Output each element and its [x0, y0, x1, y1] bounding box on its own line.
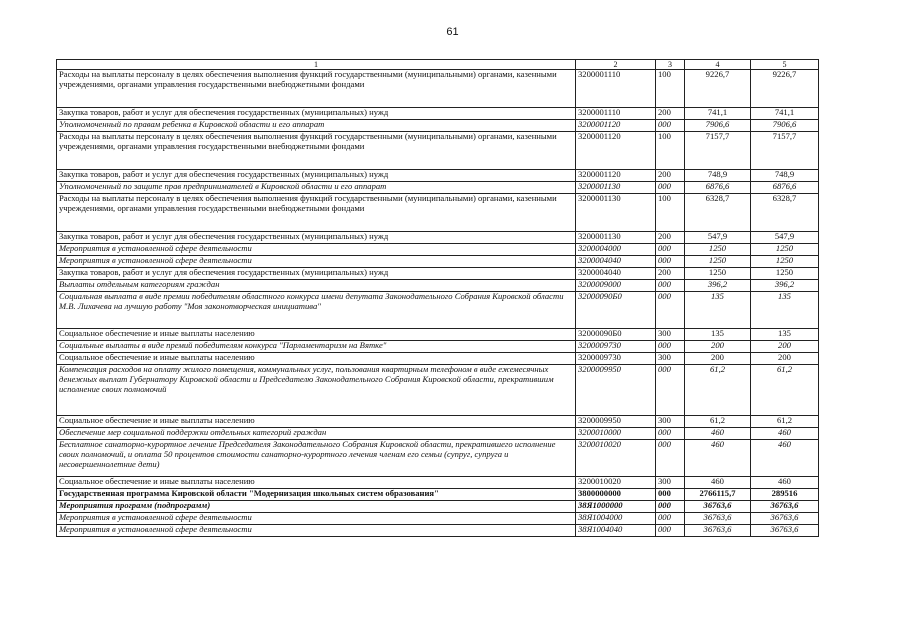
- table-row: [57, 329, 819, 341]
- row-name-cell: Компенсация расходов на оплату жилого помещения, коммунальных услуг, пользования квартирным телефоном в виде ежемесячных денежных выплат Губернатору Кировской области и Председателю Законодательного Собрания Кировской области, прекратившим исполнение своих полномочий: [57, 365, 576, 416]
- row-type-cell: 000: [656, 501, 685, 513]
- row-type-cell: 200: [656, 170, 685, 182]
- row-value5-cell: 36763,6: [751, 501, 819, 513]
- row-name-cell: Социальное обеспечение и иные выплаты населению: [57, 353, 576, 365]
- row-value4-cell: 396,2: [685, 280, 751, 292]
- row-value4-cell: 36763,6: [685, 501, 751, 513]
- row-name-cell: Закупка товаров, работ и услуг для обеспечения государственных (муниципальных) нужд: [57, 108, 576, 120]
- header-cell-type: 3: [656, 60, 685, 70]
- row-value5-cell: 135: [751, 292, 819, 329]
- row-name-cell: Уполномоченный по правам ребенка в Кировской области и его аппарат: [57, 120, 576, 132]
- table-row: [57, 440, 819, 477]
- row-name-cell: Бесплатное санаторно-курортное лечение Председателя Законодательного Собрания Кировской области, прекратившего исполнение своих полномочий, и оплата 50 процентов стоимости санаторно-курортного лечения членам его семьи (супруг, супруга и несовершеннолетние дети): [57, 440, 576, 477]
- row-code-cell: 3200010020: [576, 440, 656, 477]
- row-type-cell: 000: [656, 280, 685, 292]
- row-type-cell: 300: [656, 353, 685, 365]
- row-value5-cell: 36763,6: [751, 513, 819, 525]
- row-name-cell: Расходы на выплаты персоналу в целях обеспечения выполнения функций государственными (муниципальными) органами, казенными учреждениями, органами управления государственными внебюджетными фондами: [57, 194, 576, 232]
- row-code-cell: 3200001120: [576, 132, 656, 170]
- row-value4-cell: 1250: [685, 268, 751, 280]
- row-value4-cell: 1250: [685, 244, 751, 256]
- row-code-cell: 3200001120: [576, 120, 656, 132]
- row-type-cell: 000: [656, 120, 685, 132]
- row-name-cell: Мероприятия в установленной сфере деятельности: [57, 525, 576, 537]
- row-value5-cell: 200: [751, 353, 819, 365]
- row-name-cell: Закупка товаров, работ и услуг для обеспечения государственных (муниципальных) нужд: [57, 170, 576, 182]
- row-code-cell: 3200001130: [576, 194, 656, 232]
- row-value4-cell: 6876,6: [685, 182, 751, 194]
- row-name-cell: Мероприятия в установленной сфере деятельности: [57, 513, 576, 525]
- row-value4-cell: 200: [685, 353, 751, 365]
- row-name-cell: Мероприятия программ (подпрограмм): [57, 501, 576, 513]
- header-cell-v4: 4: [685, 60, 751, 70]
- table-row: [57, 513, 819, 525]
- row-code-cell: 3800000000: [576, 489, 656, 501]
- row-value4-cell: 135: [685, 329, 751, 341]
- row-type-cell: 200: [656, 108, 685, 120]
- table-row: [57, 268, 819, 280]
- row-value5-cell: 135: [751, 329, 819, 341]
- row-value4-cell: 61,2: [685, 365, 751, 416]
- row-code-cell: 3200009950: [576, 365, 656, 416]
- row-value5-cell: 7157,7: [751, 132, 819, 170]
- row-type-cell: 000: [656, 256, 685, 268]
- row-value5-cell: 748,9: [751, 170, 819, 182]
- row-code-cell: 3200009730: [576, 341, 656, 353]
- row-type-cell: 000: [656, 341, 685, 353]
- table-row: [57, 232, 819, 244]
- row-value5-cell: 36763,6: [751, 525, 819, 537]
- row-value4-cell: 9226,7: [685, 70, 751, 108]
- row-value5-cell: 61,2: [751, 416, 819, 428]
- row-value5-cell: 6876,6: [751, 182, 819, 194]
- row-value5-cell: 460: [751, 440, 819, 477]
- row-code-cell: 3200001130: [576, 232, 656, 244]
- row-name-cell: Закупка товаров, работ и услуг для обеспечения государственных (муниципальных) нужд: [57, 268, 576, 280]
- row-value4-cell: 36763,6: [685, 525, 751, 537]
- row-value4-cell: 741,1: [685, 108, 751, 120]
- row-type-cell: 300: [656, 477, 685, 489]
- row-type-cell: 200: [656, 232, 685, 244]
- row-value4-cell: 135: [685, 292, 751, 329]
- row-value4-cell: 61,2: [685, 416, 751, 428]
- row-type-cell: 000: [656, 244, 685, 256]
- row-name-cell: Уполномоченный по защите прав предпринимателей в Кировской области и его аппарат: [57, 182, 576, 194]
- row-value5-cell: 741,1: [751, 108, 819, 120]
- table-row: [57, 70, 819, 108]
- row-value4-cell: 547,9: [685, 232, 751, 244]
- row-name-cell: Закупка товаров, работ и услуг для обеспечения государственных (муниципальных) нужд: [57, 232, 576, 244]
- row-type-cell: 000: [656, 292, 685, 329]
- row-type-cell: 100: [656, 194, 685, 232]
- row-type-cell: 000: [656, 365, 685, 416]
- table-body: [57, 70, 819, 537]
- header-cell-name: 1: [57, 60, 576, 70]
- row-value5-cell: 6328,7: [751, 194, 819, 232]
- table-row: [57, 477, 819, 489]
- row-code-cell: 3200010000: [576, 428, 656, 440]
- row-value5-cell: 9226,7: [751, 70, 819, 108]
- row-value4-cell: 7906,6: [685, 120, 751, 132]
- table-row: [57, 256, 819, 268]
- row-type-cell: 000: [656, 182, 685, 194]
- table-row: [57, 280, 819, 292]
- row-code-cell: 3200009950: [576, 416, 656, 428]
- row-code-cell: 3200004000: [576, 244, 656, 256]
- table-row: [57, 292, 819, 329]
- table-row: [57, 341, 819, 353]
- row-name-cell: Социальное обеспечение и иные выплаты населению: [57, 329, 576, 341]
- row-type-cell: 200: [656, 268, 685, 280]
- row-value5-cell: 61,2: [751, 365, 819, 416]
- table-row: [57, 244, 819, 256]
- row-code-cell: 3200001130: [576, 182, 656, 194]
- row-value4-cell: 460: [685, 440, 751, 477]
- table-row: [57, 108, 819, 120]
- table-row: [57, 182, 819, 194]
- row-name-cell: Социальное обеспечение и иные выплаты населению: [57, 416, 576, 428]
- row-name-cell: Мероприятия в установленной сфере деятельности: [57, 256, 576, 268]
- row-name-cell: Социальная выплата в виде премии победителям областного конкурса имени депутата Законодательного Собрания Кировской области М.В. Лихачева на лучшую работу "Моя законотворческая инициатива": [57, 292, 576, 329]
- table-row: [57, 132, 819, 170]
- row-name-cell: Социальные выплаты в виде премий победителям конкурса "Парламентаризм на Вятке": [57, 341, 576, 353]
- header-row: [57, 60, 819, 70]
- table-row: [57, 353, 819, 365]
- table-row: [57, 194, 819, 232]
- table-row: [57, 501, 819, 513]
- row-code-cell: 3200001120: [576, 170, 656, 182]
- row-name-cell: Мероприятия в установленной сфере деятельности: [57, 244, 576, 256]
- row-value5-cell: 460: [751, 428, 819, 440]
- row-type-cell: 300: [656, 416, 685, 428]
- row-type-cell: 100: [656, 132, 685, 170]
- row-value4-cell: 36763,6: [685, 513, 751, 525]
- row-type-cell: 000: [656, 525, 685, 537]
- row-value5-cell: 1250: [751, 268, 819, 280]
- row-value5-cell: 200: [751, 341, 819, 353]
- row-code-cell: 38Я1004000: [576, 513, 656, 525]
- row-type-cell: 100: [656, 70, 685, 108]
- row-value4-cell: 200: [685, 341, 751, 353]
- row-value5-cell: 289516: [751, 489, 819, 501]
- row-value5-cell: 1250: [751, 256, 819, 268]
- row-code-cell: 38Я1000000: [576, 501, 656, 513]
- row-name-cell: Социальное обеспечение и иные выплаты населению: [57, 477, 576, 489]
- table-row: [57, 489, 819, 501]
- row-value5-cell: 7906,6: [751, 120, 819, 132]
- row-value4-cell: 748,9: [685, 170, 751, 182]
- row-name-cell: Обеспечение мер социальной поддержки отдельных категорий граждан: [57, 428, 576, 440]
- row-value4-cell: 460: [685, 477, 751, 489]
- row-type-cell: 000: [656, 440, 685, 477]
- budget-table: [56, 59, 819, 537]
- row-code-cell: 32000090Б0: [576, 292, 656, 329]
- row-name-cell: Расходы на выплаты персоналу в целях обеспечения выполнения функций государственными (муниципальными) органами, казенными учреждениями, органами управления государственными внебюджетными фондами: [57, 132, 576, 170]
- row-value4-cell: 6328,7: [685, 194, 751, 232]
- row-name-cell: Государственная программа Кировской области "Модернизация школьных систем образования": [57, 489, 576, 501]
- row-code-cell: 3200001110: [576, 70, 656, 108]
- row-type-cell: 300: [656, 329, 685, 341]
- row-type-cell: 000: [656, 428, 685, 440]
- row-value4-cell: 1250: [685, 256, 751, 268]
- row-code-cell: 3200009000: [576, 280, 656, 292]
- table-row: [57, 170, 819, 182]
- row-value5-cell: 396,2: [751, 280, 819, 292]
- table-row: [57, 525, 819, 537]
- row-value5-cell: 547,9: [751, 232, 819, 244]
- page-number: 61: [446, 26, 459, 38]
- row-code-cell: 3200001110: [576, 108, 656, 120]
- row-value5-cell: 1250: [751, 244, 819, 256]
- header-cell-v5: 5: [751, 60, 819, 70]
- row-code-cell: 3200010020: [576, 477, 656, 489]
- row-code-cell: 32000090Б0: [576, 329, 656, 341]
- table-row: [57, 365, 819, 416]
- row-code-cell: 3200004040: [576, 256, 656, 268]
- row-value4-cell: 2766115,7: [685, 489, 751, 501]
- row-value4-cell: 460: [685, 428, 751, 440]
- row-value4-cell: 7157,7: [685, 132, 751, 170]
- table-row: [57, 416, 819, 428]
- table-row: [57, 120, 819, 132]
- row-name-cell: Расходы на выплаты персоналу в целях обеспечения выполнения функций государственными (муниципальными) органами, казенными учреждениями, органами управления государственными внебюджетными фондами: [57, 70, 576, 108]
- row-code-cell: 3200004040: [576, 268, 656, 280]
- row-code-cell: 38Я1004040: [576, 525, 656, 537]
- row-type-cell: 000: [656, 513, 685, 525]
- row-value5-cell: 460: [751, 477, 819, 489]
- header-cell-code: 2: [576, 60, 656, 70]
- row-name-cell: Выплаты отдельным категориям граждан: [57, 280, 576, 292]
- table-row: [57, 428, 819, 440]
- row-type-cell: 000: [656, 489, 685, 501]
- row-code-cell: 3200009730: [576, 353, 656, 365]
